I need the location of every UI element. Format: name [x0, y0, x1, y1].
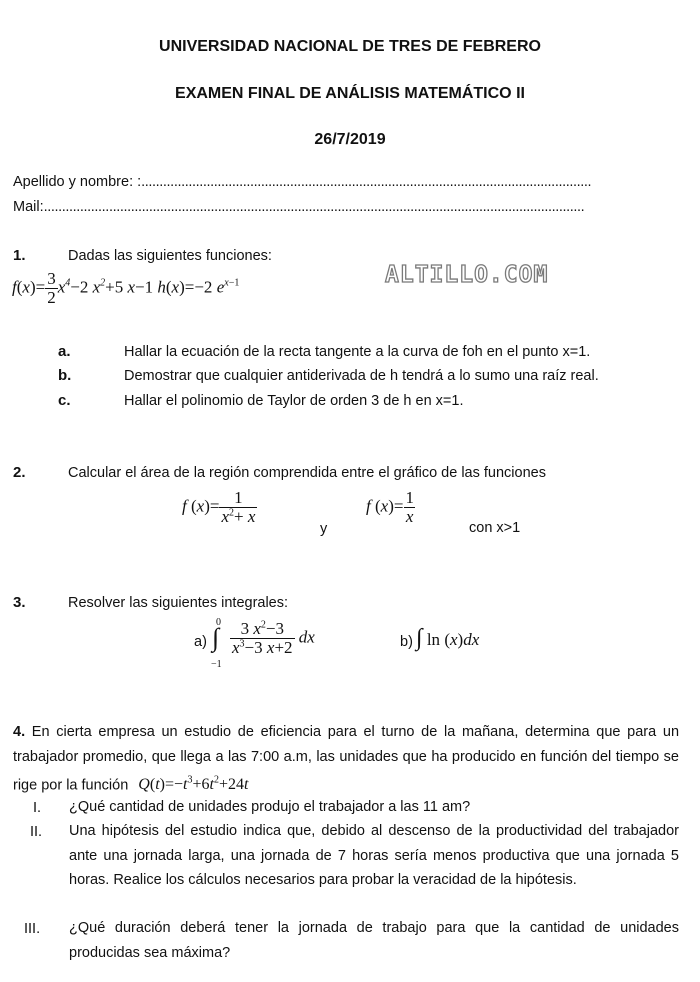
q4-item-1-label: I.	[33, 800, 42, 816]
q3-number: 3.	[13, 594, 26, 611]
q4-item-3-text: ¿Qué duración deberá tener la jornada de trabajo para que la cantidad de unidades producidas sea máxima?	[69, 920, 679, 961]
q1-item-a-text: Hallar la ecuación de la recta tangente a la curva de foh en el punto x=1.	[124, 344, 591, 360]
q4-number: 4.	[13, 724, 26, 740]
q2-number: 2.	[13, 464, 26, 481]
q2-condition: con x>1	[469, 520, 521, 536]
mail-label: Mail:	[13, 199, 44, 215]
name-dots: ............................................................................................................................	[141, 174, 592, 190]
exam-title: EXAMEN FINAL DE ANÁLISIS MATEMÁTICO II	[175, 85, 525, 102]
q3-integral-a: $\frac{3 x^2-3}{x^3-3 x+2}$ dx	[232, 619, 315, 657]
integral-upper-limit: 0	[216, 617, 221, 628]
q3-a-label: a)	[194, 634, 207, 650]
q3-prompt: Resolver las siguientes integrales:	[68, 595, 289, 611]
q4-intro-text: En cierta empresa un estudio de eficiencia para el turno de la mañana, determina que para un trabajador promedio, que llega a las 7:00 a.m, las unidades que ha producido en función del tiempo se rige por la función	[13, 724, 680, 794]
q1-item-b-text: Demostrar que cualquier antiderivada de h tendrá a lo sumo una raíz real.	[124, 368, 599, 384]
name-label: Apellido y nombre: :	[13, 174, 142, 190]
name-field	[13, 174, 591, 190]
integral-lower-limit: −1	[211, 659, 222, 670]
q1-number: 1.	[13, 247, 26, 264]
q4-item-1-text: ¿Qué cantidad de unidades produjo el trabajador a las 11 am?	[69, 799, 471, 815]
q1-item-a-label: a.	[58, 343, 71, 360]
university-title: UNIVERSIDAD NACIONAL DE TRES DE FEBRERO	[159, 38, 541, 55]
q1-functions: f(x)= $\frac{3}{2}$ $x^4-2$ $x^2+5$ x−1 h(x)=−2 $e^{x-1}$	[12, 269, 240, 307]
q4-item-2-text: Una hipótesis del estudio indica que, debido al descenso de la productividad del trabajador ante una jornada larga, una jornada de 7 horas sería menos productiva que una jornada 5 horas. Realice los cálculos necesarios para probar la veracidad de la hipótesis.	[69, 823, 679, 888]
q1-item-c-label: c.	[58, 392, 71, 409]
q3-b-label: b)	[400, 634, 413, 650]
q1-item-b-label: b.	[58, 367, 72, 384]
integral-a-symbol: ∫	[212, 623, 220, 652]
q2-function-1: f (x)= $\frac{1}{x^2+ x}$	[182, 488, 256, 526]
q2-y: y	[320, 521, 328, 537]
mail-field	[13, 199, 584, 215]
altillo-watermark: ALTILLO.COM	[385, 262, 549, 288]
q2-prompt: Calcular el área de la región comprendida entre el gráfico de las funciones	[68, 465, 546, 481]
q4-intro	[13, 720, 679, 798]
exam-date: 26/7/2019	[314, 131, 386, 148]
q2-function-2: f (x)= $\frac{1}{x}$	[366, 488, 414, 526]
mail-dots: .....................................................................................................................................................	[43, 199, 585, 215]
q4-item-3-label: III.	[24, 921, 41, 937]
q1-prompt: Dadas las siguientes funciones:	[68, 248, 272, 264]
q4-function: $Q(t)=-t^3+6t^2+24t$	[138, 775, 249, 794]
q4-item-2-label: II.	[30, 824, 43, 840]
q3-integral-b: ∫ ln (x)dx	[416, 625, 480, 651]
q1-item-c-text: Hallar el polinomio de Taylor de orden 3 de h en x=1.	[124, 393, 464, 409]
